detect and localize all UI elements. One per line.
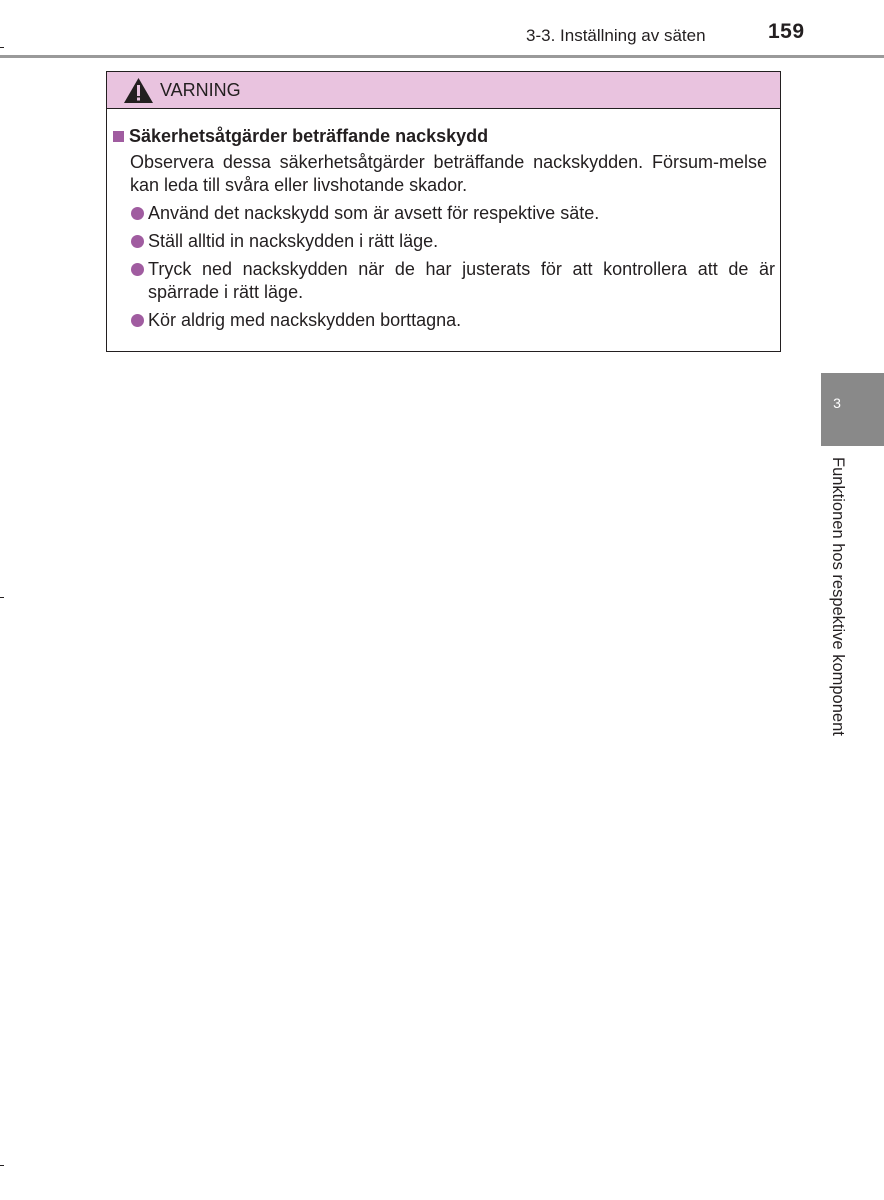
page-number: 159 (768, 20, 805, 43)
bullet-dot-icon (131, 263, 144, 276)
list-item-text: Kör aldrig med nackskydden borttagna. (148, 310, 462, 330)
bullet-list (131, 202, 775, 337)
list-item-text: Tryck ned nackskydden när de har justerats för att kontrollera att de är spärrade i rätt läge. (148, 259, 775, 302)
bullet-dot-icon (131, 314, 144, 327)
warning-title: VARNING (160, 80, 241, 100)
intro-paragraph: Observera dessa säkerhetsåtgärder beträffande nackskydden. Försum-melse kan leda till svåra eller livshotande skador. (130, 152, 767, 195)
list-item (131, 309, 775, 332)
list-item-text: Använd det nackskydd som är avsett för respektive säte. (148, 203, 600, 223)
list-item (131, 202, 775, 225)
bullet-dot-icon (131, 207, 144, 220)
header-rule (0, 55, 884, 58)
list-item-text: Ställ alltid in nackskydden i rätt läge. (148, 231, 439, 251)
section-heading-text: Säkerhetsåtgärder beträffande nackskydd (129, 126, 489, 146)
section-title: 3-3. Inställning av säten (526, 26, 706, 45)
section-heading (113, 126, 488, 147)
warning-header (107, 72, 780, 109)
warning-triangle-icon (123, 77, 154, 104)
chapter-side-label: Funktionen hos respektive komponent (829, 457, 847, 736)
bullet-dot-icon (131, 235, 144, 248)
crop-mark (0, 597, 4, 598)
chapter-number: 3 (833, 395, 841, 411)
crop-mark (0, 1165, 4, 1166)
list-item (131, 230, 775, 253)
crop-mark (0, 47, 4, 48)
chapter-tab (821, 373, 884, 446)
square-bullet-icon (113, 131, 124, 142)
list-item (131, 258, 775, 304)
warning-box (106, 71, 781, 352)
